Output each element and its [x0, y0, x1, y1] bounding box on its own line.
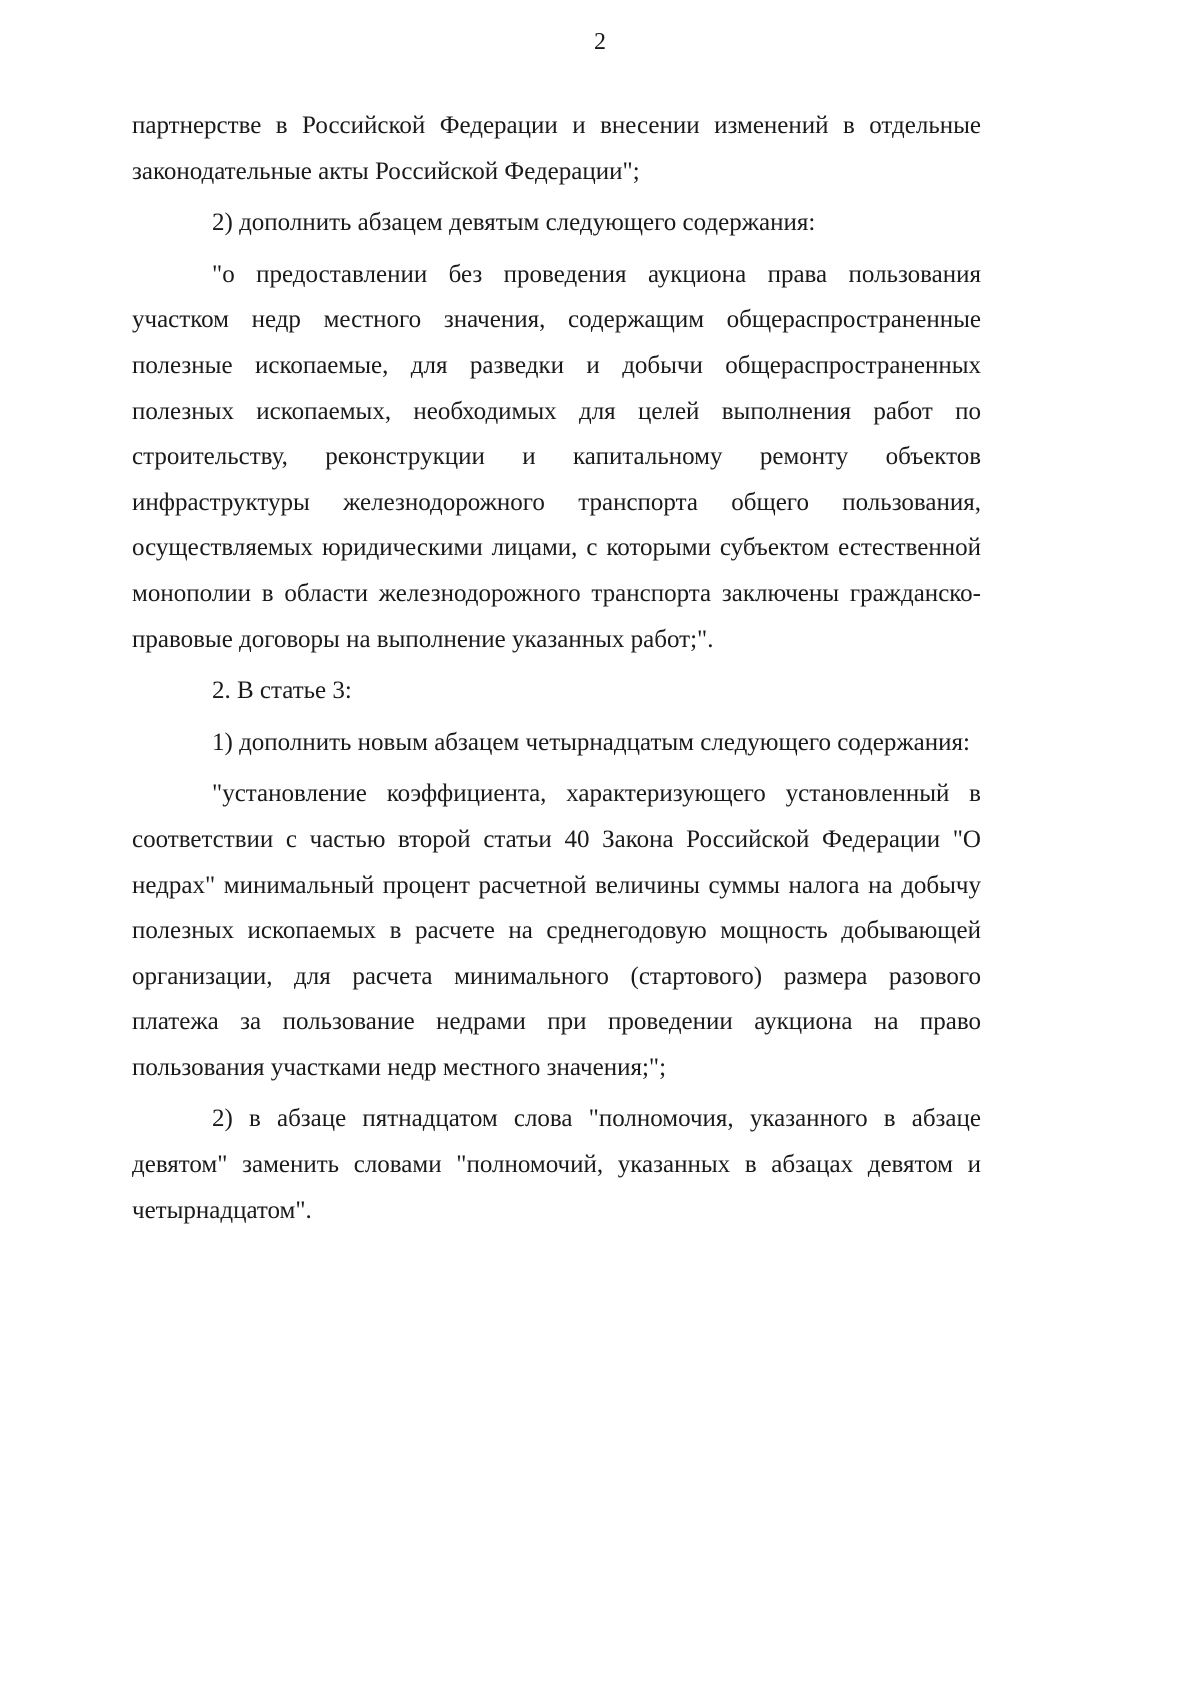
page-number: 2	[594, 29, 606, 55]
paragraph-article-3-item-1: 1) дополнить новым абзацем четырнадцатым следующего содержания:	[212, 728, 970, 756]
paragraph-quote-ninth: "о предоставлении без проведения аукциона права пользования участком недр местного значения, содержащим общераспространенные полезные ископаемые, для разведки и добычи общераспространенных полезных ископаемых, необходимых для целей выполнения работ по строительству, реконструкции и капитальному ремонту объектов инфраструктуры железнодорожного транспорта общего пользования, осуществляемых юридическими лицами, с которыми субъектом естественной монополии в области железнодорожного транспорта заключены гражданско-правовые договоры на выполнение указанных работ;".	[132, 260, 981, 653]
paragraph-article-3-item-2: 2) в абзаце пятнадцатом слова "полномочия, указанного в абзаце девятом" заменить словами "полномочий, указанных в абзацах девятом и четырнадцатом".	[132, 1105, 981, 1224]
paragraph-article-3: 2. В статье 3:	[212, 677, 352, 705]
paragraph-continuation: партнерстве в Российской Федерации и внесении изменений в отдельные законодательные акты Российской Федерации";	[132, 112, 981, 185]
document-body	[132, 103, 981, 1233]
paragraph-quote-fourteenth: "установление коэффициента, характеризующего установленный в соответствии с частью второй статьи 40 Закона Российской Федерации "О недрах" минимальный процент расчетной величины суммы налога на добычу полезных ископаемых в расчете на среднегодовую мощность добывающей организации, для расчета минимального (стартового) размера разового платежа за пользование недрами при проведении аукциона на право пользования участками недр местного значения;";	[132, 780, 981, 1081]
paragraph-item-2: 2) дополнить абзацем девятым следующего содержания:	[212, 209, 816, 237]
